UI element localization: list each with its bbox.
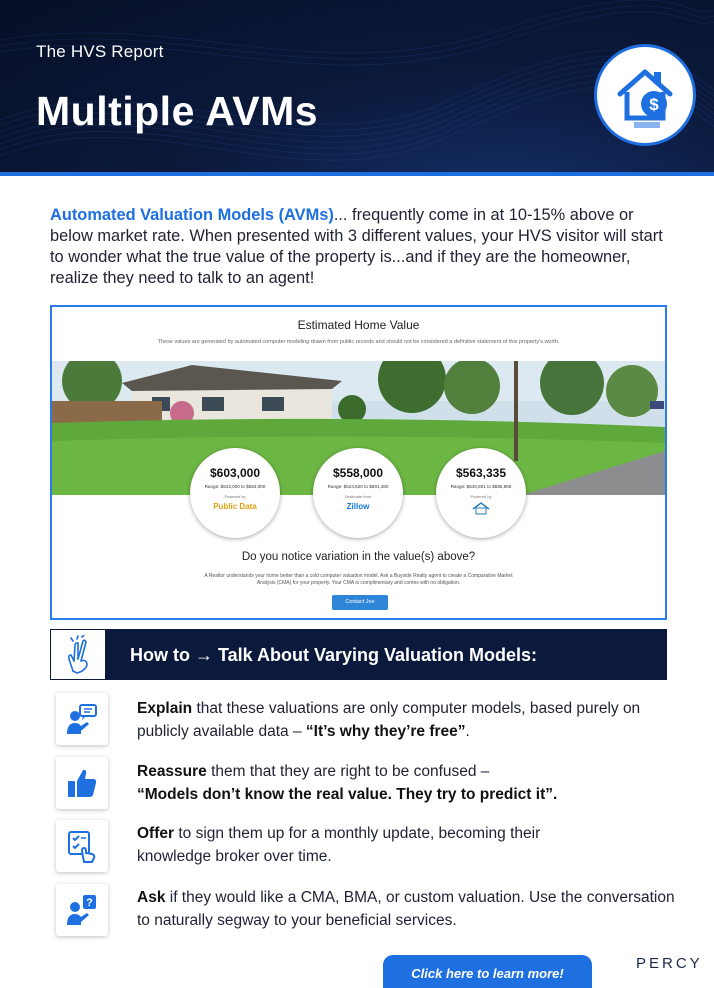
valuation-amount: $603,000 bbox=[209, 466, 261, 480]
page-title: Multiple AVMs bbox=[36, 88, 319, 134]
intro-text: ... frequently come in at 10-15% above or below market rate. When presented with 3 different values, your HVS visitor will start to wonder what the true value of the property is...and if they are the homeowner, realize they need to talk to an agent! bbox=[50, 206, 663, 287]
howto-banner bbox=[50, 629, 667, 680]
public-data-logo: Public Data bbox=[213, 502, 257, 511]
header-banner bbox=[0, 0, 714, 176]
presenter-icon bbox=[56, 693, 108, 745]
valuation-card bbox=[313, 448, 403, 538]
tip-quote: “Models don’t know the real value. They try to predict it”. bbox=[137, 786, 558, 803]
valuation-provider-label: Powered by bbox=[224, 494, 246, 499]
panel-disclaimer: These values are generated by automated computer modeling drawn from public records and should not be considered a definitive statement of this property's worth. bbox=[157, 339, 560, 345]
tip-lead: Ask bbox=[137, 889, 166, 906]
header-accent-bar bbox=[0, 172, 714, 176]
realtor-note: A Realtor understands your home better than a cold computer valuation model. Ask a Buyside Realty agent to create a Comparative Market Analysis (CMA) for your property. Your CMA is complimentary and comes with no obligation. bbox=[204, 573, 513, 586]
question-person-icon bbox=[56, 884, 108, 936]
thumbs-up-icon bbox=[56, 757, 108, 809]
tip-lead: Explain bbox=[137, 700, 193, 717]
house-dollar-icon bbox=[610, 60, 680, 130]
checklist-touch-icon bbox=[56, 820, 108, 872]
variation-question: Do you notice variation in the value(s) above? bbox=[241, 551, 476, 563]
tip-text bbox=[137, 822, 597, 868]
tip-body: that these valuations are only computer models, based purely on publicly available data – bbox=[137, 700, 641, 740]
estimated-value-screenshot bbox=[50, 305, 667, 620]
fingers-crossed-icon bbox=[63, 635, 93, 675]
percy-logo: PERCY bbox=[636, 955, 703, 972]
valuation-card bbox=[190, 448, 280, 538]
tip-lead: Offer bbox=[137, 825, 175, 842]
report-kicker: The HVS Report bbox=[36, 42, 164, 61]
howto-icon-box bbox=[50, 629, 106, 680]
tip-text bbox=[137, 886, 677, 932]
valuation-provider-label: Powered by bbox=[470, 494, 492, 499]
panel-title: Estimated Home Value bbox=[297, 318, 420, 332]
svg-text:$: $ bbox=[649, 95, 659, 114]
zillow-logo: Zillow bbox=[346, 502, 370, 511]
intro-paragraph bbox=[50, 205, 670, 289]
tip-body: if they would like a CMA, BMA, or custom valuation. Use the conversation to naturally segway to your beneficial services. bbox=[137, 889, 675, 929]
tip-body: them that they are right to be confused – bbox=[206, 763, 490, 780]
tip-text bbox=[137, 760, 677, 806]
svg-text:?: ? bbox=[86, 897, 93, 909]
tip-body: to sign them up for a monthly update, becoming their knowledge broker over time. bbox=[137, 825, 541, 865]
home-value-badge bbox=[594, 44, 696, 146]
contact-button[interactable]: Contact Joe bbox=[332, 595, 388, 610]
valuation-range: Range: $524,520 to $591,480 bbox=[327, 484, 389, 489]
tip-text bbox=[137, 697, 677, 743]
valuation-range: Range: $543,000 to $663,000 bbox=[204, 484, 266, 489]
tip-lead: Reassure bbox=[137, 763, 207, 780]
valuation-range: Range: $540,801 to $585,868 bbox=[450, 484, 512, 489]
house-logo-icon bbox=[469, 501, 493, 515]
valuation-provider-label: Zestimate from bbox=[344, 494, 372, 499]
valuation-amount: $563,335 bbox=[455, 466, 507, 480]
tip-quote: “It’s why they’re free” bbox=[305, 723, 466, 740]
howto-title: How to → Talk About Varying Valuation Models: bbox=[130, 645, 538, 665]
valuation-amount: $558,000 bbox=[332, 466, 384, 480]
intro-highlight: Automated Valuation Models (AVMs) bbox=[50, 206, 334, 224]
learn-more-button[interactable]: Click here to learn more! bbox=[383, 955, 592, 988]
valuation-card bbox=[436, 448, 526, 538]
tip-tail: . bbox=[465, 723, 470, 740]
